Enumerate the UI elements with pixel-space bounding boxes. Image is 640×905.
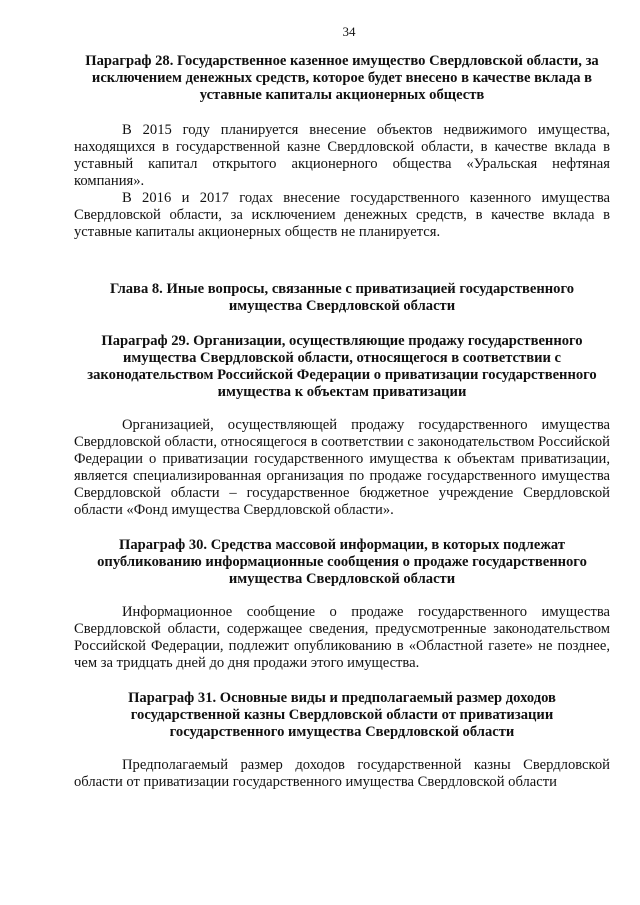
paragraph-31-text-1: Предполагаемый размер доходов государственной казны Свердловской области от приватизации государственного имущества Свердловской области	[74, 757, 610, 790]
section-heading-paragraph-29: Параграф 29. Организации, осуществляющие продажу государственного имущества Свердловской области, относящегося в соответствии с законодательством Российской Федерации о приватизации государственного имущества к объектам приватизации	[87, 333, 597, 400]
section-heading-paragraph-30: Параграф 30. Средства массовой информации, в которых подлежат опубликованию информационные сообщения о продаже государственного имущества Свердловской области	[97, 537, 587, 587]
chapter-heading-8: Глава 8. Иные вопросы, связанные с приватизацией государственного имущества Свердловской области	[109, 281, 575, 314]
section-heading-paragraph-31: Параграф 31. Основные виды и предполагаемый размер доходов государственной казны Свердловской области от приватизации государственного имущества Свердловской области	[128, 690, 556, 740]
paragraph-29-text-1: Организацией, осуществляющей продажу государственного имущества Свердловской области, относящегося в соответствии с законодательством Российской Федерации о приватизации государственного имущества к объектам приватизации, является специализированная организация по продаже государственного имущества Свердловской области – государственное бюджетное учреждение Свердловской области «Фонд имущества Свердловской области».	[74, 417, 610, 518]
section-heading-paragraph-28: Параграф 28. Государственное казенное имущество Свердловской области, за исключением денежных средств, которое будет внесено в качестве вклада в уставные капиталы акционерных обществ	[85, 53, 599, 103]
paragraph-28-text-2: В 2016 и 2017 годах внесение государственного казенного имущества Свердловской области, за исключением денежных средств, в качестве вклада в уставные капиталы акционерных обществ не планируется.	[74, 190, 610, 240]
paragraph-28-text-1: В 2015 году планируется внесение объектов недвижимого имущества, находящихся в государственной казне Свердловской области, в качестве вклада в уставный капитал открытого акционерного общества «Уральская нефтяная компания».	[74, 122, 610, 189]
page-number: 34	[342, 24, 356, 39]
paragraph-30-text-1: Информационное сообщение о продаже государственного имущества Свердловской области, содержащее сведения, предусмотренные законодательством Российской Федерации, подлежит опубликованию в «Областной газете» не позднее, чем за тридцать дней до дня продажи этого имущества.	[74, 604, 610, 671]
